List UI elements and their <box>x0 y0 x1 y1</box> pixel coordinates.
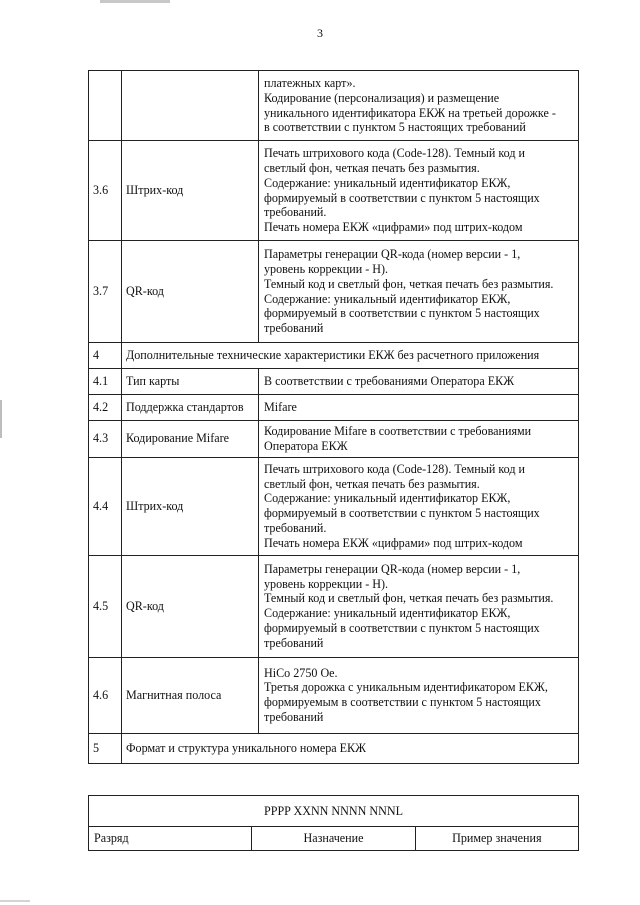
scan-mark-bottom <box>0 900 30 902</box>
parameter-name: Кодирование Mifare <box>122 421 259 458</box>
table-row <box>89 241 579 343</box>
description-line: Темный код и светлый фон, четкая печать без размытия. <box>264 591 554 606</box>
row-number: 3.7 <box>89 241 122 343</box>
scan-mark-top <box>100 0 170 3</box>
header-purpose: Назначение <box>252 827 415 851</box>
parameter-name: Магнитная полоса <box>122 657 259 733</box>
section-heading: Формат и структура уникального номера ЕКЖ <box>122 733 579 763</box>
parameter-name <box>122 71 259 141</box>
parameter-name: Поддержка стандартов <box>122 395 259 421</box>
description-line: Mifare <box>264 400 297 415</box>
scan-mark-left <box>0 400 2 438</box>
header-example: Пример значения <box>415 827 578 851</box>
description-line: Кодирование Mifare в соответствии с требованиями <box>264 424 532 438</box>
description-line: в соответствии с пунктом 5 настоящих требований <box>264 120 526 135</box>
parameter-name: QR-код <box>122 241 259 343</box>
row-number: 4.6 <box>89 657 122 733</box>
row-number: 4.3 <box>89 421 122 458</box>
description-line: Печать штрихового кода (Code-128). Темный код и <box>264 461 526 476</box>
description-line: формируемым в соответствии с пунктом 5 настоящих <box>264 695 541 710</box>
description-line: Печать номера ЕКЖ «цифрами» под штрих-кодом <box>264 220 523 235</box>
row-number: 4.5 <box>89 555 122 657</box>
description-line: Содержание: уникальный идентификатор ЕКЖ, <box>264 491 511 506</box>
description-line: Параметры генерации QR-кода (номер версии - 1, <box>264 561 521 576</box>
parameter-description <box>259 555 579 657</box>
description-line: Оператора ЕКЖ <box>264 438 348 453</box>
description-line: уровень коррекции - H). <box>264 576 389 591</box>
description-line: платежных карт». <box>264 75 356 90</box>
parameter-name: Штрих-код <box>122 457 259 555</box>
description-line: уникального идентификатора ЕКЖ на третьей дорожке - <box>264 105 556 120</box>
table-row <box>89 733 579 763</box>
table-row <box>89 657 579 733</box>
table-row <box>89 369 579 395</box>
row-number: 4.1 <box>89 369 122 395</box>
format-header-row <box>89 827 579 851</box>
description-line: Третья дорожка с уникальным идентификатором ЕКЖ, <box>264 680 548 695</box>
description-line: требований. <box>264 520 327 535</box>
table-row <box>89 141 579 241</box>
parameter-name: QR-код <box>122 555 259 657</box>
parameter-description <box>259 657 579 733</box>
description-line: уровень коррекции - H). <box>264 261 389 276</box>
parameter-name: Штрих-код <box>122 141 259 241</box>
table-row <box>89 555 579 657</box>
requirements-table <box>88 70 579 764</box>
table-row <box>89 343 579 369</box>
description-line: формируемый в соответствии с пунктом 5 настоящих <box>264 620 540 635</box>
description-line: требований <box>264 709 324 724</box>
parameter-description <box>259 421 579 458</box>
format-title-row <box>89 796 579 827</box>
requirements-table-body <box>89 71 579 764</box>
row-number: 4.2 <box>89 395 122 421</box>
page-number: 3 <box>317 26 323 40</box>
parameter-description <box>259 395 579 421</box>
section-heading: Дополнительные технические характеристики ЕКЖ без расчетного приложения <box>122 343 579 369</box>
description-line: формируемый в соответствии с пунктом 5 настоящих <box>264 190 540 205</box>
description-line: Содержание: уникальный идентификатор ЕКЖ, <box>264 606 511 621</box>
parameter-description <box>259 71 579 141</box>
description-line: светлый фон, четкая печать без размытия. <box>264 160 480 175</box>
description-line: Темный код и светлый фон, четкая печать без размытия. <box>264 276 554 291</box>
description-line: HiCo 2750 Oe. <box>264 665 338 680</box>
row-number: 5 <box>89 733 122 763</box>
description-line: Печать штрихового кода (Code-128). Темный код и <box>264 146 526 161</box>
parameter-description <box>259 369 579 395</box>
parameter-description <box>259 457 579 555</box>
description-line: Печать номера ЕКЖ «цифрами» под штрих-кодом <box>264 535 523 550</box>
parameter-name: Тип карты <box>122 369 259 395</box>
table-row <box>89 457 579 555</box>
description-line: требований. <box>264 205 327 220</box>
description-line: светлый фон, четкая печать без размытия. <box>264 476 480 491</box>
table-row <box>89 395 579 421</box>
description-line: Содержание: уникальный идентификатор ЕКЖ, <box>264 291 511 306</box>
number-format-table <box>88 795 579 851</box>
description-line: требований <box>264 321 324 336</box>
parameter-description <box>259 241 579 343</box>
format-pattern: PPPP XXNN NNNN NNNL <box>89 796 579 827</box>
row-number: 3.6 <box>89 141 122 241</box>
header-digit: Разряд <box>89 827 252 851</box>
description-line: Содержание: уникальный идентификатор ЕКЖ, <box>264 175 511 190</box>
description-line: Параметры генерации QR-кода (номер версии - 1, <box>264 247 521 262</box>
description-line: требований <box>264 635 324 650</box>
table-row <box>89 71 579 141</box>
table-row <box>89 421 579 458</box>
description-line: формируемый в соответствии с пунктом 5 настоящих <box>264 506 540 521</box>
row-number <box>89 71 122 141</box>
description-line: формируемый в соответствии с пунктом 5 настоящих <box>264 306 540 321</box>
row-number: 4.4 <box>89 457 122 555</box>
parameter-description <box>259 141 579 241</box>
description-line: В соответствии с требованиями Оператора ЕКЖ <box>264 374 515 389</box>
description-line: Кодирование (персонализация) и размещение <box>264 90 500 105</box>
row-number: 4 <box>89 343 122 369</box>
